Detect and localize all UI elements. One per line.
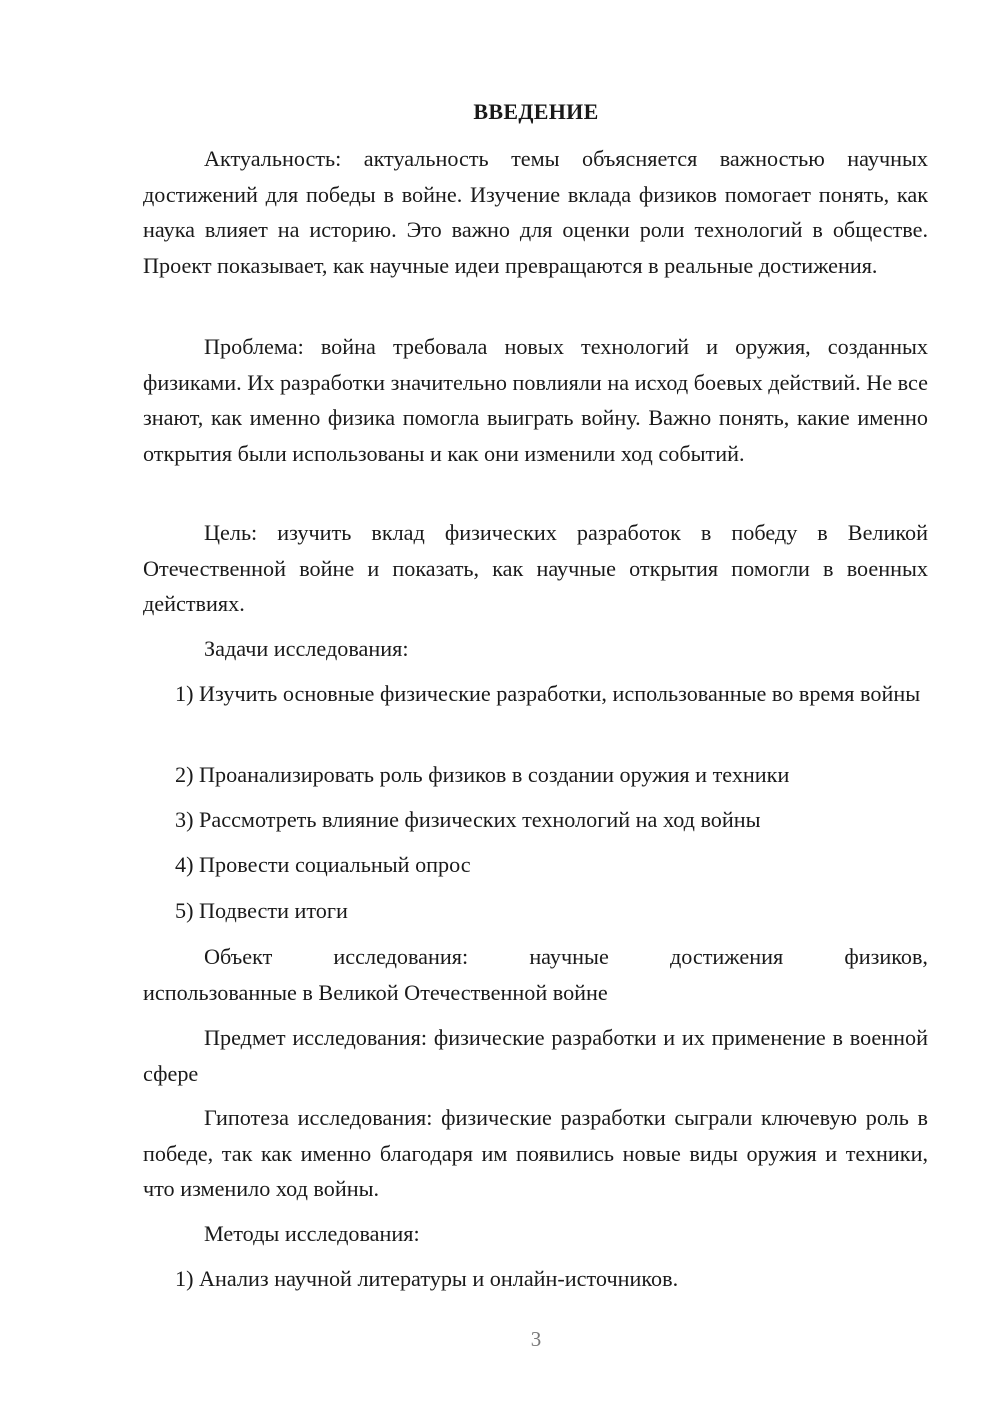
problem-paragraph: Проблема: война требовала новых технологий и оружия, созданных физиками. Их разработки значительно повлияли на исход боевых действий. Не все знают, как именно физика помогла выиграть войну. Важно понять, какие именно открытия были использованы и как они изменили ход событий. [143,334,928,466]
subject-paragraph: Предмет исследования: физические разработки и их применение в военной сфере [143,1025,928,1086]
task-item: 4) Провести социальный опрос [175,852,471,877]
section-heading: ВВЕДЕНИЕ [473,99,599,124]
goal-paragraph: Цель: изучить вклад физических разработок в победу в Великой Отечественной войне и показать, как научные открытия помогли в военных действиях. [143,520,928,616]
page-number: 3 [530,1327,542,1351]
tasks-label: Задачи исследования: [204,636,409,661]
object-word: научные [529,944,609,969]
object-word: достижения [669,944,784,969]
object-word: исследования: [333,944,469,969]
methods-label: Методы исследования: [204,1221,420,1246]
object-word: физиков, [844,944,928,969]
object-word: Объект [204,944,273,969]
method-item: 1) Анализ научной литературы и онлайн-источников. [175,1266,679,1291]
hypothesis-paragraph: Гипотеза исследования: физические разработки сыграли ключевую роль в победе, так как именно благодаря им появились новые виды оружия и техники, что изменило ход войны. [143,1105,928,1201]
task-item: 3) Рассмотреть влияние физических технологий на ход войны [175,807,761,832]
task-item: 1) Изучить основные физические разработки, использованные во время войны [175,681,921,706]
object-line-2: использованные в Великой Отечественной войне [143,979,608,1005]
relevance-paragraph: Актуальность: актуальность темы объясняется важностью научных достижений для победы в войне. Изучение вклада физиков помогает понять, как наука влияет на историю. Это важно для оценки роли технологий в обществе. Проект показывает, как научные идеи превращаются в реальные достижения. [143,146,928,278]
task-item: 2) Проанализировать роль физиков в создании оружия и техники [175,762,790,787]
task-item: 5) Подвести итоги [175,898,348,923]
object-paragraph [143,939,928,1010]
